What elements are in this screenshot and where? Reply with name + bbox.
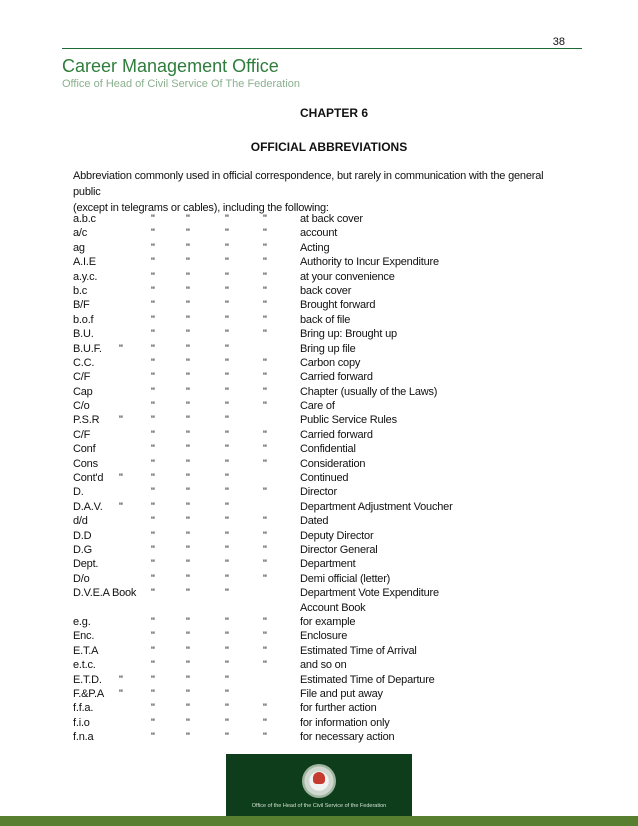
ditto-mark: " [225,213,229,225]
ditto-mark: " [225,644,229,657]
abbreviation-meaning: and so on [300,659,347,672]
chapter-heading: CHAPTER 6 [299,106,368,120]
abbreviation-term: C/F [73,371,91,384]
ditto-mark: " [151,615,155,628]
abbreviation-term: C.C. [73,356,95,369]
abbreviation-meaning: Confidential [300,443,356,456]
ditto-mark: " [151,356,155,369]
abbreviation-meaning: for further action [300,702,377,715]
abbreviation-term: f.i.o [73,716,90,729]
abbreviation-term: e.t.c. [73,659,96,672]
ditto-mark: " [225,630,229,643]
ditto-mark: " [119,472,123,485]
header-rule [62,48,582,49]
abbreviation-row [73,701,593,715]
abbreviation-term: D.V.E.A Book [73,587,137,600]
abbreviation-meaning: at your convenience [300,270,395,283]
ditto-mark: " [186,400,190,413]
abbreviation-term: C/F [73,428,91,441]
ditto-mark: " [151,702,155,715]
ditto-mark: " [186,644,190,657]
ditto-mark: " [151,558,155,571]
ditto-mark: " [186,313,190,326]
ditto-mark: " [225,356,229,369]
abbreviation-meaning: Department Adjustment Voucher [300,500,453,513]
ditto-mark: " [263,428,267,441]
ditto-mark: " [186,284,190,297]
ditto-mark: " [263,356,267,369]
ditto-mark: " [151,385,155,398]
abbreviation-term: b.o.f [73,313,94,326]
abbreviation-term: Enc. [73,630,95,643]
abbreviation-meaning: File and put away [300,687,383,700]
ditto-mark: " [225,299,229,312]
abbreviation-meaning: Continued [300,472,349,485]
abbreviation-term: F.&P.A [73,687,105,700]
ditto-mark: " [263,400,267,413]
ditto-mark: " [225,731,229,744]
abbreviation-term: E.T.A [73,644,99,657]
ditto-mark: " [186,543,190,556]
ditto-mark: " [151,644,155,657]
abbreviation-row [73,716,593,730]
ditto-mark: " [225,270,229,283]
abbreviation-meaning: Enclosure [300,630,348,643]
footer-bar [0,816,638,826]
ditto-mark: " [119,500,123,513]
abbreviation-row [73,298,593,312]
abbreviation-term: D.D [73,529,92,542]
abbreviation-term: f.n.a [73,731,94,744]
abbreviation-row [73,514,593,528]
ditto-mark: " [263,615,267,628]
ditto-mark: " [186,572,190,585]
abbreviation-meaning: for example [300,615,356,628]
abbreviation-row [73,601,593,615]
ditto-mark: " [225,702,229,715]
abbreviation-term: a.y.c. [73,270,98,283]
ditto-mark: " [225,515,229,528]
abbreviation-meaning: Chapter (usually of the Laws) [300,385,438,398]
abbreviation-meaning: Department [300,558,356,571]
abbreviation-term: ag [73,241,85,254]
intro-line-2: (except in telegrams or cables), including the following: [73,202,329,214]
footer-caption: Office of the Head of the Civil Service of the Federation [251,803,387,809]
abbreviation-row [73,572,593,586]
ditto-mark: " [186,328,190,341]
abbreviation-row [73,399,593,413]
abbreviation-meaning: account [300,227,338,240]
ditto-mark: " [225,543,229,556]
ditto-mark: " [225,486,229,499]
ditto-mark: " [186,500,190,513]
ditto-mark: " [263,572,267,585]
ditto-mark: " [225,500,229,513]
ditto-mark: " [225,385,229,398]
abbreviation-term: P.S.R [73,414,100,427]
ditto-mark: " [186,486,190,499]
abbreviation-row [73,413,593,427]
ditto-mark: " [225,313,229,326]
abbreviation-row [73,457,593,471]
ditto-mark: " [151,256,155,269]
abbreviation-row [73,270,593,284]
abbreviation-meaning: Carbon copy [300,356,361,369]
abbreviation-meaning: Estimated Time of Arrival [300,644,417,657]
ditto-mark: " [186,428,190,441]
ditto-mark: " [263,371,267,384]
abbreviation-row [73,241,593,255]
ditto-mark: " [225,371,229,384]
ditto-mark: " [186,659,190,672]
abbreviation-term: f.f.a. [73,702,94,715]
ditto-mark: " [186,587,190,600]
abbreviation-row [73,615,593,629]
ditto-mark: " [151,270,155,283]
ditto-mark: " [151,457,155,470]
ditto-mark: " [119,342,123,355]
ditto-mark: " [263,270,267,283]
abbreviation-term: b.c [73,284,88,297]
ditto-mark: " [225,587,229,600]
ditto-mark: " [186,630,190,643]
ditto-mark: " [263,457,267,470]
ditto-mark: " [225,673,229,686]
abbreviation-meaning: Carried forward [300,428,373,441]
ditto-mark: " [186,227,190,240]
ditto-mark: " [186,731,190,744]
ditto-mark: " [151,227,155,240]
abbreviation-row [73,543,593,557]
ditto-mark: " [151,472,155,485]
ditto-mark: " [263,443,267,456]
federation-seal-icon [302,764,336,798]
ditto-mark: " [225,659,229,672]
abbreviation-row [73,485,593,499]
abbreviation-meaning: for information only [300,716,390,729]
ditto-mark: " [151,529,155,542]
abbreviation-term: Cons [73,457,98,470]
abbreviation-meaning: Director [300,486,337,499]
ditto-mark: " [151,400,155,413]
ditto-mark: " [263,630,267,643]
abbreviation-row [73,687,593,701]
abbreviation-row [73,673,593,687]
eagle-icon [313,772,325,784]
ditto-mark: " [186,443,190,456]
abbreviation-meaning: Carried forward [300,371,373,384]
abbreviation-term: D.A.V. [73,500,103,513]
abbreviation-row [73,557,593,571]
page-number: 38 [552,36,565,48]
ditto-mark: " [263,299,267,312]
ditto-mark: " [151,716,155,729]
ditto-mark: " [225,687,229,700]
ditto-mark: " [151,500,155,513]
abbreviation-row [73,442,593,456]
ditto-mark: " [186,414,190,427]
ditto-mark: " [186,299,190,312]
ditto-mark: " [225,572,229,585]
abbreviation-term: a/c [73,227,88,240]
abbreviation-term: D/o [73,572,90,585]
abbreviation-row [73,629,593,643]
ditto-mark: " [119,414,123,427]
ditto-mark: " [186,385,190,398]
abbreviation-term: Dept. [73,558,99,571]
ditto-mark: " [186,371,190,384]
abbreviation-row [73,644,593,658]
ditto-mark: " [263,644,267,657]
ditto-mark: " [151,572,155,585]
office-subtitle: Office of Head of Civil Service Of The Federation [62,78,301,90]
ditto-mark: " [225,472,229,485]
abbreviation-row [73,658,593,672]
abbreviation-meaning: Bring up file [300,342,356,355]
abbreviation-row [73,529,593,543]
abbreviation-row [73,255,593,269]
abbreviation-meaning: Public Service Rules [300,414,397,427]
ditto-mark: " [225,241,229,254]
ditto-mark: " [151,630,155,643]
ditto-mark: " [225,342,229,355]
abbreviation-term: B.U.F. [73,342,102,355]
ditto-mark: " [225,457,229,470]
ditto-mark: " [151,414,155,427]
abbreviation-row [73,471,593,485]
ditto-mark: " [225,443,229,456]
abbreviation-meaning: Deputy Director [300,529,374,542]
ditto-mark: " [225,284,229,297]
abbreviation-row [73,370,593,384]
abbreviation-meaning: Demi official (letter) [300,572,391,585]
ditto-mark: " [263,659,267,672]
abbreviation-meaning: Department Vote Expenditure [300,587,439,600]
abbreviation-row [73,586,593,600]
ditto-mark: " [225,328,229,341]
ditto-mark: " [186,558,190,571]
ditto-mark: " [263,256,267,269]
ditto-mark: " [225,428,229,441]
abbreviation-term: Cap [73,385,93,398]
abbreviation-row [73,212,593,226]
ditto-mark: " [225,400,229,413]
ditto-mark: " [186,270,190,283]
abbreviation-meaning: Bring up: Brought up [300,328,397,341]
abbreviation-row [73,428,593,442]
ditto-mark: " [151,241,155,254]
office-title: Career Management Office [62,56,279,76]
ditto-mark: " [263,558,267,571]
ditto-mark: " [225,227,229,240]
ditto-mark: " [151,543,155,556]
ditto-mark: " [186,241,190,254]
abbreviation-row [73,284,593,298]
abbreviation-list [73,212,593,744]
ditto-mark: " [225,529,229,542]
ditto-mark: " [263,313,267,326]
abbreviation-meaning: Director General [300,543,378,556]
ditto-mark: " [186,615,190,628]
ditto-mark: " [263,702,267,715]
ditto-mark: " [119,673,123,686]
ditto-mark: " [225,558,229,571]
abbreviation-term: d/d [73,515,88,528]
ditto-mark: " [151,587,155,600]
section-title: OFFICIAL ABBREVIATIONS [250,140,408,154]
abbreviation-meaning: Care of [300,400,335,413]
footer-emblem-box [226,754,412,816]
ditto-mark: " [151,328,155,341]
ditto-mark: " [151,342,155,355]
abbreviation-term: D. [73,486,84,499]
abbreviation-meaning: Account Book [300,601,366,614]
abbreviation-meaning: at back cover [300,213,363,225]
abbreviation-row [73,226,593,240]
ditto-mark: " [225,716,229,729]
ditto-mark: " [151,299,155,312]
abbreviation-meaning: Authority to Incur Expenditure [300,256,439,269]
ditto-mark: " [151,313,155,326]
abbreviation-row [73,730,593,744]
ditto-mark: " [263,213,267,225]
ditto-mark: " [186,716,190,729]
ditto-mark: " [186,673,190,686]
ditto-mark: " [186,342,190,355]
ditto-mark: " [263,227,267,240]
abbreviation-term: B/F [73,299,90,312]
ditto-mark: " [263,716,267,729]
abbreviation-row [73,327,593,341]
abbreviation-term: A.I.E [73,256,96,269]
abbreviation-meaning: Estimated Time of Departure [300,673,435,686]
ditto-mark: " [151,428,155,441]
ditto-mark: " [186,702,190,715]
ditto-mark: " [186,256,190,269]
intro-line-1: Abbreviation commonly used in official correspondence, but rarely in communication with the general public [73,170,544,198]
abbreviation-meaning: back of file [300,313,351,326]
ditto-mark: " [186,687,190,700]
abbreviation-meaning: for necessary action [300,731,395,744]
abbreviation-meaning: Dated [300,515,329,528]
ditto-mark: " [151,443,155,456]
abbreviation-term: Conf [73,443,96,456]
ditto-mark: " [151,284,155,297]
ditto-mark: " [151,731,155,744]
abbreviation-meaning: back cover [300,284,352,297]
ditto-mark: " [263,284,267,297]
abbreviation-row [73,500,593,514]
ditto-mark: " [186,213,190,225]
ditto-mark: " [263,543,267,556]
abbreviation-row [73,342,593,356]
ditto-mark: " [263,328,267,341]
ditto-mark: " [186,472,190,485]
abbreviation-term: C/o [73,400,90,413]
abbreviation-meaning: Consideration [300,457,366,470]
abbreviation-term: Cont'd [73,472,104,485]
ditto-mark: " [151,515,155,528]
intro-paragraph [73,168,573,216]
abbreviation-meaning: Brought forward [300,299,376,312]
ditto-mark: " [263,241,267,254]
ditto-mark: " [186,515,190,528]
ditto-mark: " [151,371,155,384]
ditto-mark: " [151,659,155,672]
ditto-mark: " [263,529,267,542]
ditto-mark: " [263,385,267,398]
abbreviation-term: B.U. [73,328,94,341]
ditto-mark: " [263,486,267,499]
abbreviation-term: D.G [73,543,92,556]
ditto-mark: " [225,414,229,427]
abbreviation-meaning: Acting [300,241,330,254]
ditto-mark: " [225,256,229,269]
ditto-mark: " [263,515,267,528]
ditto-mark: " [151,213,155,225]
abbreviation-row [73,356,593,370]
ditto-mark: " [151,687,155,700]
ditto-mark: " [186,529,190,542]
ditto-mark: " [186,356,190,369]
ditto-mark: " [263,731,267,744]
ditto-mark: " [151,673,155,686]
ditto-mark: " [119,687,123,700]
abbreviation-row [73,385,593,399]
ditto-mark: " [151,486,155,499]
abbreviation-term: a.b.c [73,213,96,225]
abbreviation-row [73,313,593,327]
ditto-mark: " [225,615,229,628]
abbreviation-term: E.T.D. [73,673,102,686]
abbreviation-term: e.g. [73,615,91,628]
ditto-mark: " [186,457,190,470]
